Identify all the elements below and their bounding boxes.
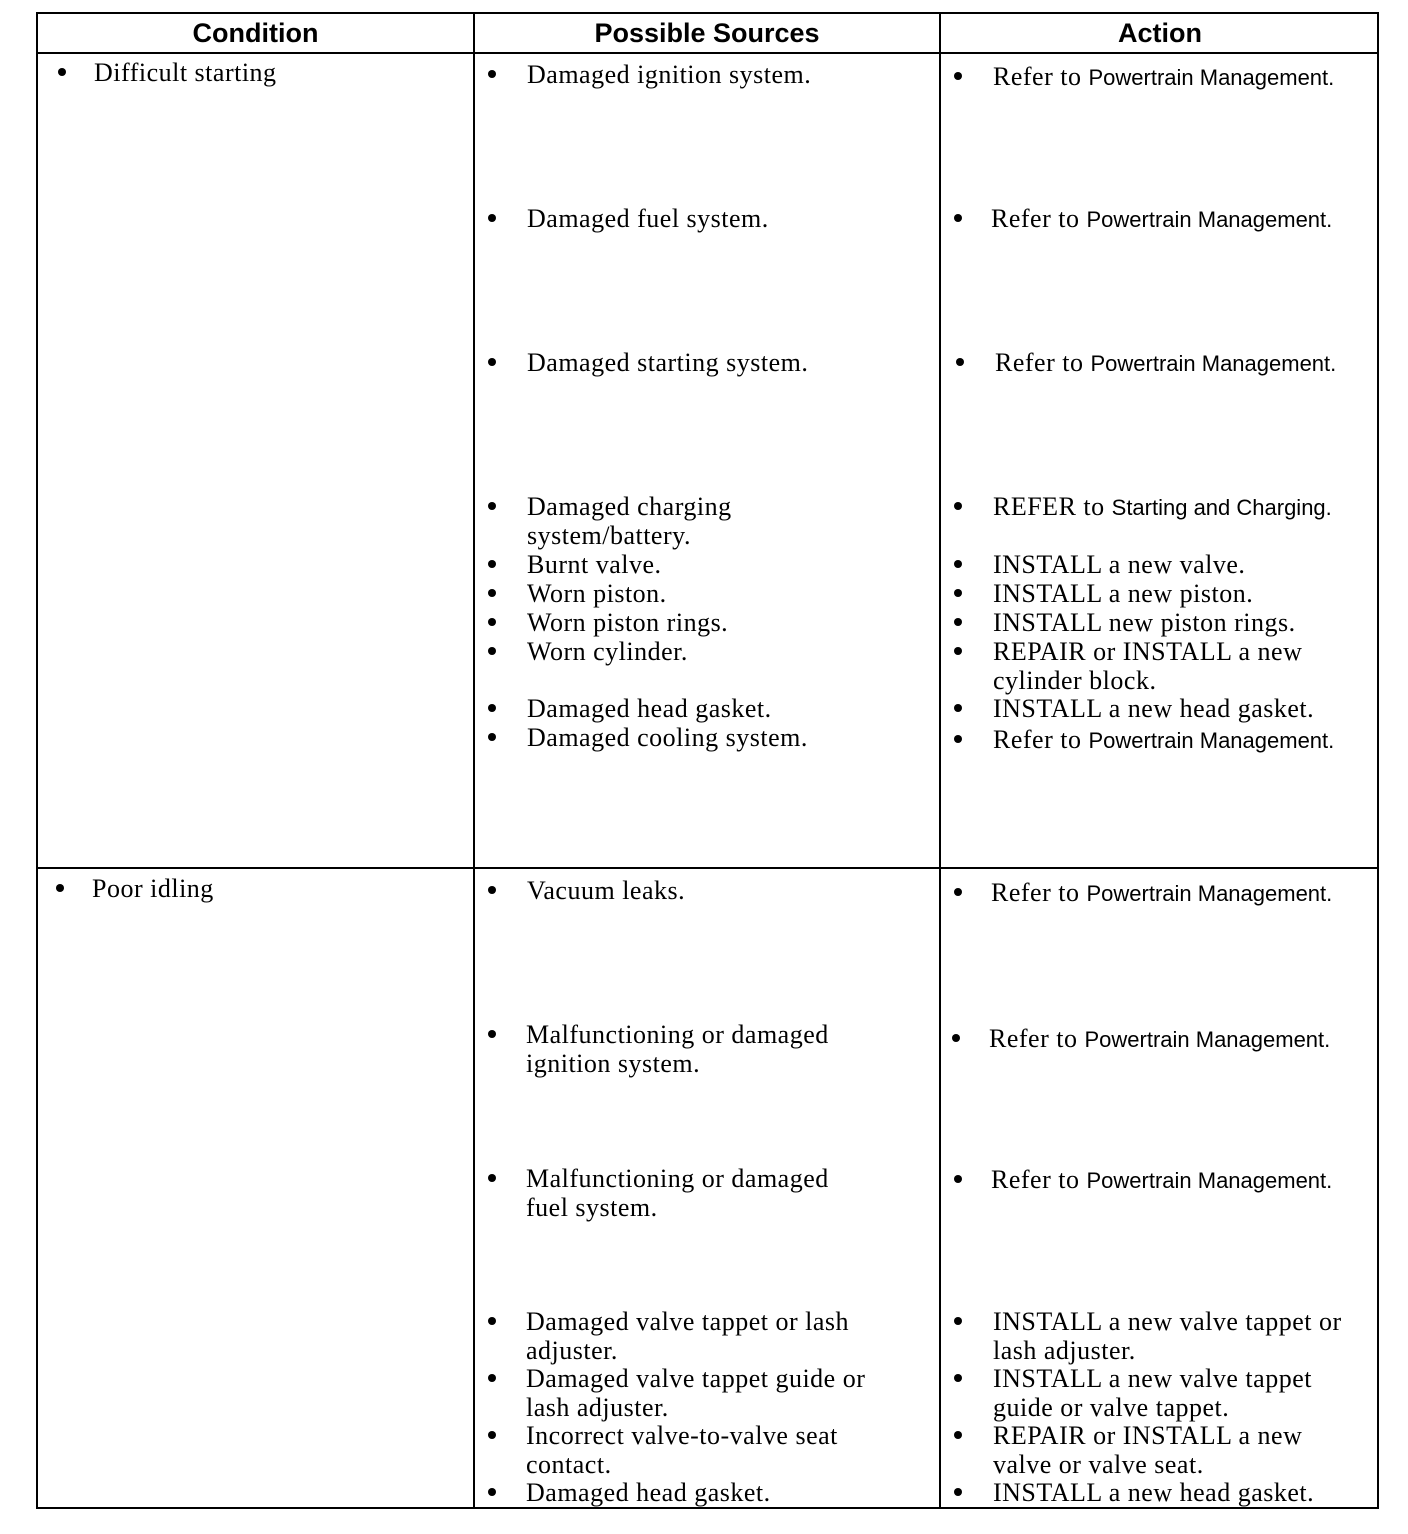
column-divider — [939, 14, 941, 1507]
bullet-icon — [488, 886, 496, 894]
action-item: REFER to Starting and Charging. — [993, 492, 1332, 521]
source-item: Malfunctioning or damaged fuel system. — [526, 1164, 829, 1222]
source-item: Damaged valve tappet or lash adjuster. — [526, 1307, 849, 1365]
bullet-icon — [954, 647, 962, 655]
source-item: Vacuum leaks. — [527, 876, 686, 905]
action-item: INSTALL a new piston. — [993, 579, 1254, 608]
bullet-icon — [488, 704, 496, 712]
source-item: Damaged ignition system. — [527, 60, 812, 89]
header-action: Action — [1118, 18, 1202, 48]
bullet-icon — [954, 214, 962, 222]
bullet-icon — [954, 618, 962, 626]
bullet-icon — [488, 1374, 496, 1382]
action-item: INSTALL a new head gasket. — [993, 694, 1315, 723]
bullet-icon — [488, 70, 496, 78]
source-item: Damaged cooling system. — [527, 723, 808, 752]
source-item: Damaged starting system. — [527, 348, 809, 377]
condition-difficult-starting: Difficult starting — [94, 58, 277, 87]
bullet-icon — [488, 1174, 496, 1182]
bullet-icon — [488, 1030, 496, 1038]
action-item: Refer to Powertrain Management. — [991, 1165, 1333, 1194]
header-possible-sources: Possible Sources — [594, 18, 820, 48]
bullet-icon — [58, 68, 66, 76]
bullet-icon — [488, 1317, 496, 1325]
source-item: Worn piston rings. — [527, 608, 729, 637]
source-item: Malfunctioning or damaged ignition system. — [526, 1020, 829, 1078]
bullet-icon — [952, 1034, 960, 1042]
troubleshooting-table — [36, 12, 1379, 1509]
header-condition: Condition — [192, 18, 319, 48]
action-item: Refer to Powertrain Management. — [993, 725, 1335, 754]
source-item: Worn cylinder. — [527, 637, 688, 666]
column-divider — [473, 14, 475, 1507]
bullet-icon — [954, 502, 962, 510]
source-item: Damaged charging system/battery. — [527, 492, 732, 550]
bullet-icon — [954, 888, 962, 896]
action-item: REPAIR or INSTALL a new valve or valve seat. — [993, 1421, 1303, 1479]
source-item: Damaged head gasket. — [527, 694, 772, 723]
bullet-icon — [488, 618, 496, 626]
bullet-icon — [488, 214, 496, 222]
bullet-icon — [488, 733, 496, 741]
bullet-icon — [954, 589, 962, 597]
action-item: INSTALL new piston rings. — [993, 608, 1296, 637]
action-item: INSTALL a new head gasket. — [993, 1478, 1315, 1507]
bullet-icon — [488, 647, 496, 655]
source-item: Burnt valve. — [527, 550, 662, 579]
action-item: INSTALL a new valve tappet or lash adjuster. — [993, 1307, 1342, 1365]
action-item: Refer to Powertrain Management. — [995, 348, 1337, 377]
action-item: Refer to Powertrain Management. — [991, 204, 1333, 233]
bullet-icon — [954, 735, 962, 743]
bullet-icon — [488, 560, 496, 568]
bullet-icon — [488, 358, 496, 366]
source-item: Damaged valve tappet guide or lash adjuster. — [526, 1364, 866, 1422]
bullet-icon — [954, 1317, 962, 1325]
header-divider — [38, 52, 1377, 54]
bullet-icon — [954, 1374, 962, 1382]
condition-poor-idling: Poor idling — [92, 874, 214, 903]
row-divider — [38, 867, 1377, 869]
action-item: INSTALL a new valve tappet guide or valve tappet. — [993, 1364, 1312, 1422]
bullet-icon — [956, 358, 964, 366]
bullet-icon — [488, 502, 496, 510]
action-item: INSTALL a new valve. — [993, 550, 1246, 579]
source-item: Damaged head gasket. — [526, 1478, 771, 1507]
source-item: Worn piston. — [527, 579, 667, 608]
bullet-icon — [954, 560, 962, 568]
source-item: Damaged fuel system. — [527, 204, 769, 233]
action-item: REPAIR or INSTALL a new cylinder block. — [993, 637, 1303, 695]
bullet-icon — [954, 704, 962, 712]
bullet-icon — [954, 72, 962, 80]
bullet-icon — [954, 1175, 962, 1183]
bullet-icon — [488, 1488, 496, 1496]
bullet-icon — [488, 1431, 496, 1439]
action-item: Refer to Powertrain Management. — [991, 878, 1333, 907]
bullet-icon — [954, 1488, 962, 1496]
action-item: Refer to Powertrain Management. — [993, 62, 1335, 91]
source-item: Incorrect valve-to-valve seat contact. — [526, 1421, 838, 1479]
action-item: Refer to Powertrain Management. — [989, 1024, 1331, 1053]
bullet-icon — [954, 1431, 962, 1439]
bullet-icon — [488, 589, 496, 597]
bullet-icon — [56, 884, 64, 892]
